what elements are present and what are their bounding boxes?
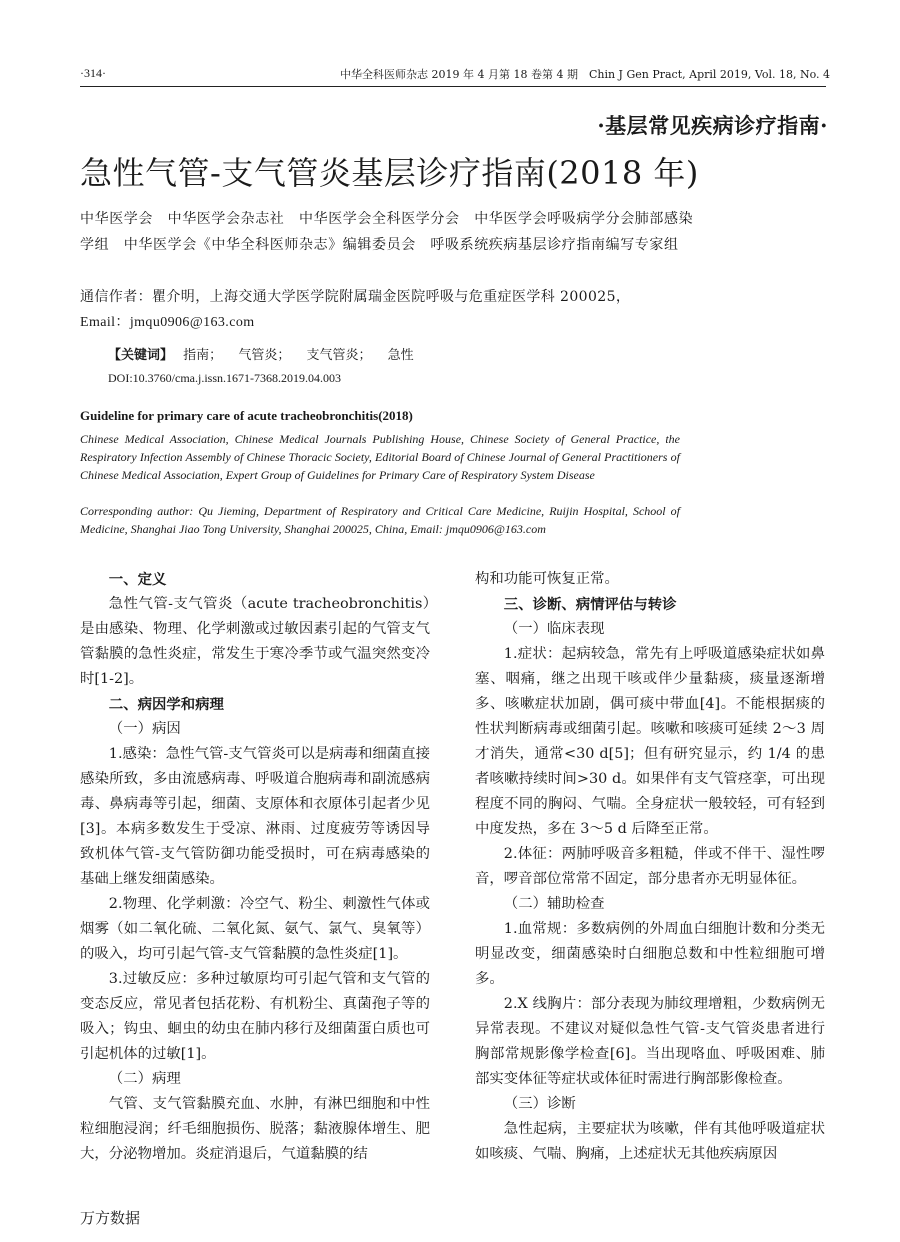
paragraph: 1.血常规：多数病例的外周血白细胞计数和分类无明显改变，细菌感染时白细胞总数和中性粒细胞可增多。 [475,921,825,987]
keywords-label: 【关键词】 [108,348,174,363]
keywords [108,346,426,366]
article-title: 急性气管-支气管炎基层诊疗指南(2018 年) [80,154,699,192]
paragraph: 2.X 线胸片：部分表现为肺纹理增粗，少数病例无异常表现。不建议对疑似急性气管-支气管炎患者进行胸部常规影像学检查[6]。当出现咯血、呼吸困难、肺部实变体征等症状或体征时需进行胸部影像检查。 [475,996,825,1087]
corresponding-email: Email：jmqu0906@163.com [80,315,255,330]
column-label: ·基层常见疾病诊疗指南· [597,113,828,138]
watermark: 万方数据 [80,1209,141,1227]
author-list: 中华医学会 中华医学会杂志社 中华医学会全科医学分会 中华医学会呼吸病学分会肺部感染学组 中华医学会《中华全科医师杂志》编辑委员会 呼吸系统疾病基层诊疗指南编写专家组 [80,211,694,253]
section-heading: 三、诊断、病情评估与转诊 [503,596,677,613]
body-column-right [475,567,825,1167]
english-title: Guideline for primary care of acute tracheobronchitis(2018) [80,408,413,423]
keyword: 指南； [183,348,223,363]
paragraph: 急性起病，主要症状为咳嗽，伴有其他呼吸道症状如咳痰、气喘、胸痛，上述症状无其他疾病原因 [475,1121,825,1162]
paragraph-continued: 构和功能可恢复正常。 [475,571,619,587]
english-corresponding: Corresponding author: Qu Jieming, Department of Respiratory and Critical Care Medicine, Ruijin Hospital, School of Medicine, Shanghai Jiao Tong University, Shanghai 200025, China, Email: jmqu0906@163.com [80,504,680,536]
corresponding-author: 通信作者：瞿介明，上海交通大学医学院附属瑞金医院呼吸与危重症医学科 200025， [80,289,631,305]
subsection-heading: （一）病因 [108,721,181,737]
subsection-heading: （二）辅助检查 [503,896,605,912]
keyword: 气管炎； [238,348,291,363]
paragraph: 1.感染：急性气管-支气管炎可以是病毒和细菌直接感染所致，多由流感病毒、呼吸道合胞病毒和副流感病毒、鼻病毒等引起，细菌、支原体和衣原体引起者少见[3]。本病多数发生于受凉、淋雨、过度疲劳等诱因导致机体气管-支气管防御功能受损时，可在病毒感染的基础上继发细菌感染。 [80,746,430,887]
body-column-left [80,567,430,1167]
subsection-heading: （三）诊断 [503,1096,576,1112]
paragraph: 2.物理、化学刺激：冷空气、粉尘、刺激性气体或烟雾（如二氧化硫、二氧化氮、氨气、氯气、臭氧等）的吸入，均可引起气管-支气管黏膜的急性炎症[1]。 [80,896,430,962]
paragraph: 2.体征：两肺呼吸音多粗糙，伴或不伴干、湿性啰音，啰音部位常常不固定，部分患者亦无明显体征。 [475,846,825,887]
english-authors: Chinese Medical Association, Chinese Medical Journals Publishing House, Chinese Society of General Practice, the Respiratory Infection Assembly of Chinese Thoracic Society, Editorial Board of Chinese Journal of General Practitioners of Chinese Medical Association, Expert Group of Guidelines for Primary Care of Respiratory System Disease [80,432,680,482]
keyword: 急性 [387,348,414,363]
header-rule [80,86,826,87]
page-number: ·314· [80,66,106,80]
paragraph: 气管、支气管黏膜充血、水肿，有淋巴细胞和中性粒细胞浸润；纤毛细胞损伤、脱落；黏液腺体增生、肥大，分泌物增加。炎症消退后，气道黏膜的结 [80,1096,430,1162]
running-head: 中华全科医师杂志 2019 年 4 月第 18 卷第 4 期 Chin J Gen Pract, April 2019, Vol. 18, No. 4 [340,68,831,81]
section-heading: 二、病因学和病理 [108,696,224,713]
subsection-heading: （二）病理 [108,1071,181,1087]
paragraph: 3.过敏反应：多种过敏原均可引起气管和支气管的变态反应，常见者包括花粉、有机粉尘、真菌孢子等的吸入；钩虫、蛔虫的幼虫在肺内移行及细菌蛋白质也可引起机体的过敏[1]。 [80,971,430,1062]
paragraph: 1.症状：起病较急，常先有上呼吸道感染症状如鼻塞、咽痛，继之出现干咳或伴少量黏痰，痰量逐渐增多、咳嗽症状加剧，偶可痰中带血[4]。不能根据痰的性状判断病毒或细菌引起。咳嗽和咳痰可延续 2～3 周才消失，通常<30 d[5]；但有研究显示，约 1/4 的患者咳嗽持续时间>30 d。如果伴有支气管痉挛，可出现程度不同的胸闷、气喘。全身症状一般较轻，可有轻到中度发热，多在 3～5 d 后降至正常。 [475,646,825,837]
paragraph: 急性气管-支气管炎（acute tracheobronchitis）是由感染、物理、化学刺激或过敏因素引起的气管支气管黏膜的急性炎症，常发生于寒冷季节或气温突然变冷时[1-2]。 [80,596,430,687]
section-heading: 一、定义 [108,571,167,588]
subsection-heading: （一）临床表现 [503,621,605,637]
doi: DOI:10.3760/cma.j.issn.1671-7368.2019.04.003 [108,371,341,385]
keyword: 支气管炎； [306,348,372,363]
